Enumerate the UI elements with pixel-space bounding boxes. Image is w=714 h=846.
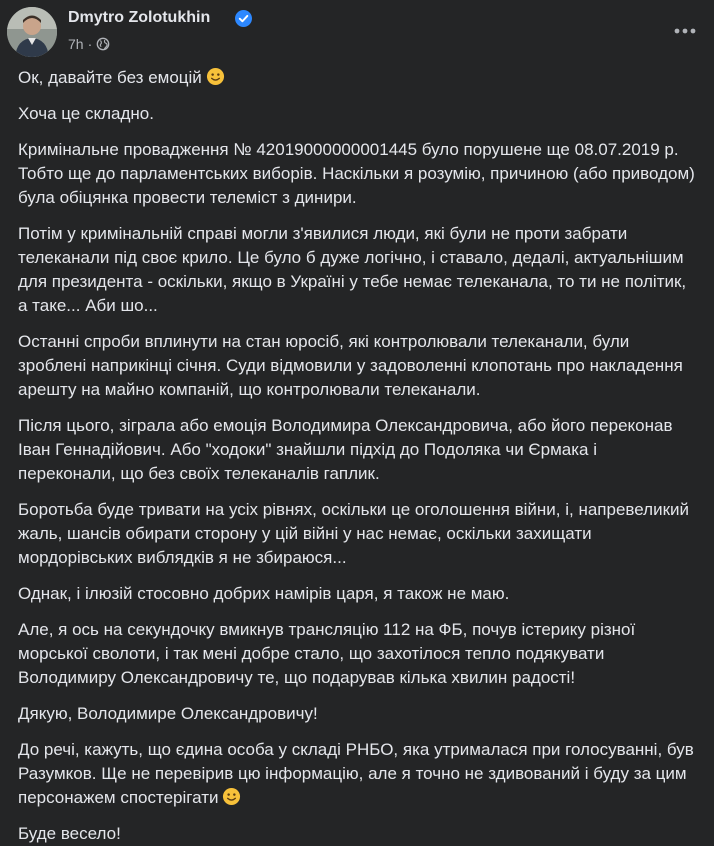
- post-paragraph: Однак, і ілюзій стосовно добрих намірів царя, я також не маю.: [18, 584, 510, 603]
- post-header: [0, 0, 714, 66]
- post-timestamp[interactable]: 7h: [68, 36, 84, 52]
- post-meta: [68, 36, 110, 52]
- author-avatar[interactable]: [7, 7, 57, 57]
- globe-icon[interactable]: [96, 37, 110, 51]
- meta-separator: ·: [87, 36, 93, 52]
- post-paragraph: Буде весело!: [18, 824, 121, 843]
- author-name[interactable]: Dmytro Zolotukhin: [68, 9, 211, 26]
- post-paragraph: До речі, кажуть, що єдина особа у складі РНБО, яка утрималася при голосуванні, був Разумков. Ще не перевірив цю інформацію, але я точно не здивований і буду за цим персонажем спостерігати: [18, 740, 694, 807]
- avatar-image: [7, 7, 57, 57]
- post-paragraph: Кримінальне провадження № 42019000000001445 було порушене ще 08.07.2019 р. Тобто ще до парламентських виборів. Наскільки я розумію, причиною (або приводом) була обіцянка провести телемiст з динири.: [18, 140, 695, 207]
- post-paragraph: Потім у кримінальній справі могли з'явилися люди, які були не проти забрати телеканали під своє крило. Це було б дуже логічно, і ставало, дедалі, актуальнішим для президента - оскільки, якщо в Україні у тебе немає телеканала, то ти не політик, а таке... Аби шо...: [18, 224, 687, 315]
- smile-emoji-icon: [222, 787, 241, 806]
- verified-badge-icon: [235, 10, 252, 27]
- smile-emoji-icon: [206, 67, 225, 86]
- post-paragraph: Дякую, Володимире Олександровичу!: [18, 704, 318, 723]
- post-paragraph: Боротьба буде тривати на усіх рівнях, оскільки це оголошення війни, і, напревеликий жаль, шансів обирати сторону у цій війні у нас немає, оскільки захищати мордорівських виблядків я не збираюся...: [18, 500, 689, 567]
- post-body: [0, 66, 714, 846]
- post-paragraph: Після цього, зіграла або емоція Володимира Олександровича, або його переконав Іван Геннадійович. Або "ходоки" знайшли підхід до Подоляка чи Єрмака і переконали, що без своїх телеканалів гаплик.: [18, 416, 673, 483]
- post-paragraph: Але, я ось на секундочку вмикнув трансляцію 112 на ФБ, почув істерику різної морської сволоти, і так мені добре стало, що захотілося тепло подякувати Володимиру Олександровичу те, що подарував кілька хвилин радості!: [18, 620, 636, 687]
- more-options-button[interactable]: [668, 18, 702, 44]
- more-dots-icon: [674, 28, 696, 34]
- post-paragraph: Хоча це складно.: [18, 104, 154, 123]
- post-paragraph: Останні спроби вплинути на стан юросіб, які контролювали телеканали, були зроблені наприкінці січня. Суди відмовили у задоволенні клопотань про накладення арешту на майно компаній, що контролювали телеканали.: [18, 332, 683, 399]
- post-paragraph: Ок, давайте без емоцій: [18, 66, 696, 90]
